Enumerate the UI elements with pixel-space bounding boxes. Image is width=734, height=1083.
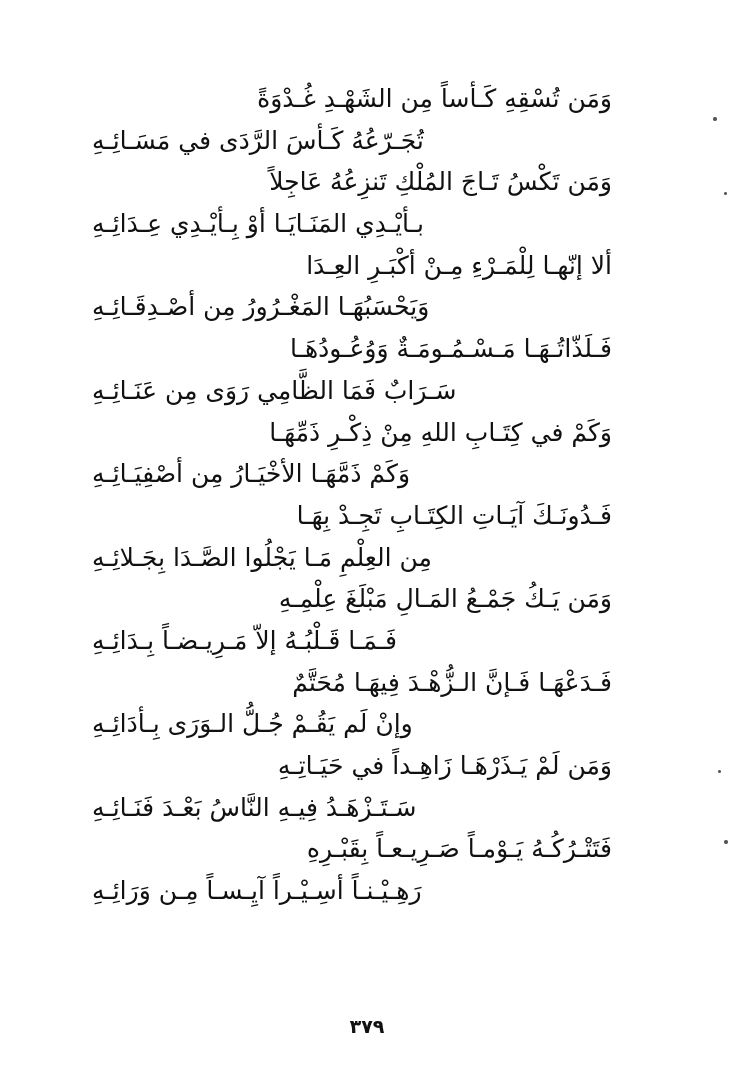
verse-line: وإنْ لَم يَقُـمْ جُـلُّ الـوَرَى بِـأدَائِـهِ <box>92 709 413 739</box>
verse-line: فَـمَـا قَـلْبُـهُ إلاّ مَـرِيـضـاً بِـدَائِـهِ <box>92 625 397 655</box>
verse-line: بـأيْـدِي المَنَـايَـا أوْ بِـأيْـدِي عِـدَائِـهِ <box>92 209 424 239</box>
verse-line: وَكَمْ في كِتَـابِ اللهِ مِنْ ذِكْـرِ ذَمِّهَـا <box>269 417 612 447</box>
scan-speck <box>724 840 728 844</box>
verse-line: وَمَن لَمْ يَـذَرْهَـا زَاهِـداً في حَيَـاتِـهِ <box>277 751 612 780</box>
verse-line: سَـتَـزْهَـدُ فِيـهِ النَّاسُ بَعْـدَ فَنَـائِـهِ <box>92 792 417 822</box>
verse-line: سَـرَابٌ فَمَا الظَّامِي رَوَى مِن عَنَـائِـهِ <box>92 375 457 405</box>
verse-line: وَيَحْسَبُهَـا المَغْـرُورُ مِن أصْـدِقَـائِـهِ <box>92 292 430 322</box>
scan-speck <box>713 117 717 121</box>
verse-line: فَـدُونَـكَ آيَـاتِ الكِتَـابِ تَجِـدْ بِهَـا <box>296 500 612 530</box>
verse-line: وَمَن يَـكُ جَمْـعُ المَـالِ مَبْلَغَ عِلْمِـهِ <box>278 584 612 614</box>
verse-line: فَـلَذّاتُـهَـا مَـسْـمُـومَـةٌ وَوُعُـودُهَـا <box>290 334 612 364</box>
verse-line: رَهِـيْـنـاً أسِـيْـراً آيِـسـاً مِـن وَرَائِـهِ <box>92 876 422 906</box>
verse-line: وَمَن تَكْسُ تَـاجَ المُلْكِ تَنزِعُهُ عَاجِلاً <box>269 167 612 197</box>
verse-line: تُجَـرّعُهُ كَـأسَ الرَّدَى في مَسَـائِـهِ <box>92 125 424 155</box>
verse-line: وَكَمْ ذَمَّهَـا الأخْيَـارُ مِن أصْفِيَـائِـهِ <box>92 459 411 489</box>
verse-line: وَمَن تُسْقِهِ كَـأساً مِن الشَهْـدِ غُـدْوَةً <box>257 84 612 113</box>
poem <box>92 78 612 912</box>
verse-line: فَتَتْـرُكُـهُ يَـوْمـاً صَـرِيـعـاً بِقَبْـرِهِ <box>306 834 612 864</box>
verse-line: فَـدَعْهَـا فَـإنَّ الـزُّهْـدَ فِيهَـا مُحَتَّمٌ <box>292 667 612 697</box>
page-number: ٣٧٩ <box>349 1016 385 1038</box>
scan-speck <box>724 192 727 195</box>
verse-line: مِن العِلْمِ مَـا يَجْلُوا الصَّـدَا بِجَـلائِـهِ <box>92 542 432 572</box>
verse-line: ألا إنّهـا لِلْمَـرْءِ مِـنْ أكْبَـرِ العِـدَا <box>306 250 612 280</box>
scan-speck <box>718 770 721 773</box>
